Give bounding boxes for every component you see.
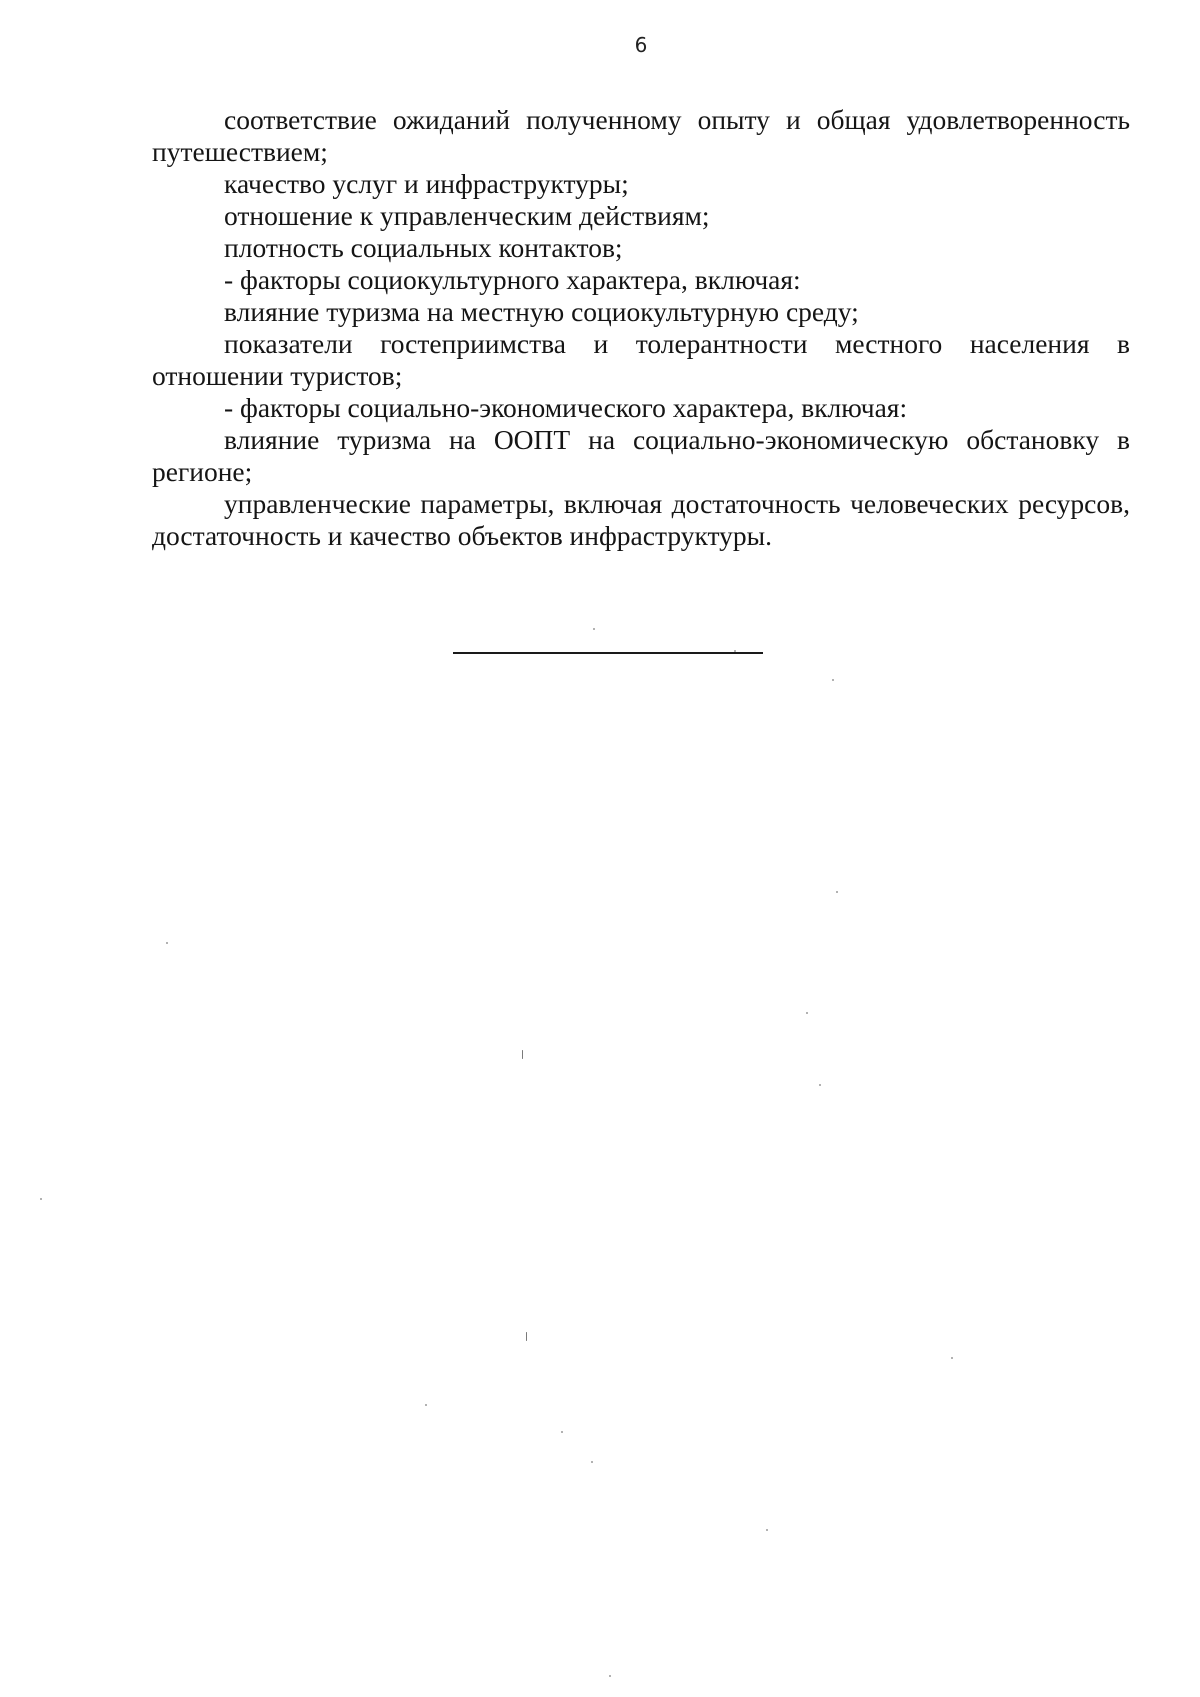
scan-speck — [526, 1332, 527, 1341]
scan-speck — [609, 1675, 611, 1677]
paragraph-socioeconomic-factors: - факторы социально-экономического характера, включая: — [224, 392, 908, 423]
paragraph-hospitality-tolerance: показатели гостеприимства и толерантности местного населения в отношении туристов; — [152, 328, 1130, 391]
paragraph-expectations-satisfaction: соответствие ожиданий полученному опыту и общая удовлетворенность путешествием; — [152, 104, 1130, 167]
paragraph-social-contacts: плотность социальных контактов; — [224, 232, 623, 263]
document-body — [152, 104, 1130, 552]
scan-speck — [425, 1404, 427, 1406]
scan-speck — [951, 1357, 953, 1359]
paragraph-sociocultural-factors: - факторы социокультурного характера, включая: — [224, 264, 801, 295]
scan-speck — [591, 1461, 593, 1463]
scan-speck — [561, 1431, 563, 1433]
end-of-text-rule — [453, 652, 763, 654]
paragraph-management-attitude: отношение к управленческим действиям; — [224, 200, 710, 231]
scan-speck — [836, 891, 838, 893]
paragraph-service-quality: качество услуг и инфраструктуры; — [224, 168, 629, 199]
scan-speck — [40, 1198, 42, 1200]
scan-speck — [166, 942, 168, 944]
scan-speck — [832, 679, 834, 681]
scan-speck — [593, 628, 595, 630]
scan-speck — [766, 1529, 768, 1531]
scan-speck — [819, 1084, 821, 1086]
scan-speck — [734, 650, 736, 652]
page-number: 6 — [634, 33, 648, 57]
paragraph-socioeconomic-influence: влияние туризма на ООПТ на социально-экономическую обстановку в регионе; — [152, 424, 1130, 487]
scan-speck — [522, 1050, 523, 1059]
scan-speck — [806, 1012, 808, 1014]
paragraph-sociocultural-influence: влияние туризма на местную социокультурную среду; — [224, 296, 859, 327]
paragraph-management-parameters: управленческие параметры, включая достаточность человеческих ресурсов, достаточность и качество объектов инфраструктуры. — [152, 488, 1130, 551]
